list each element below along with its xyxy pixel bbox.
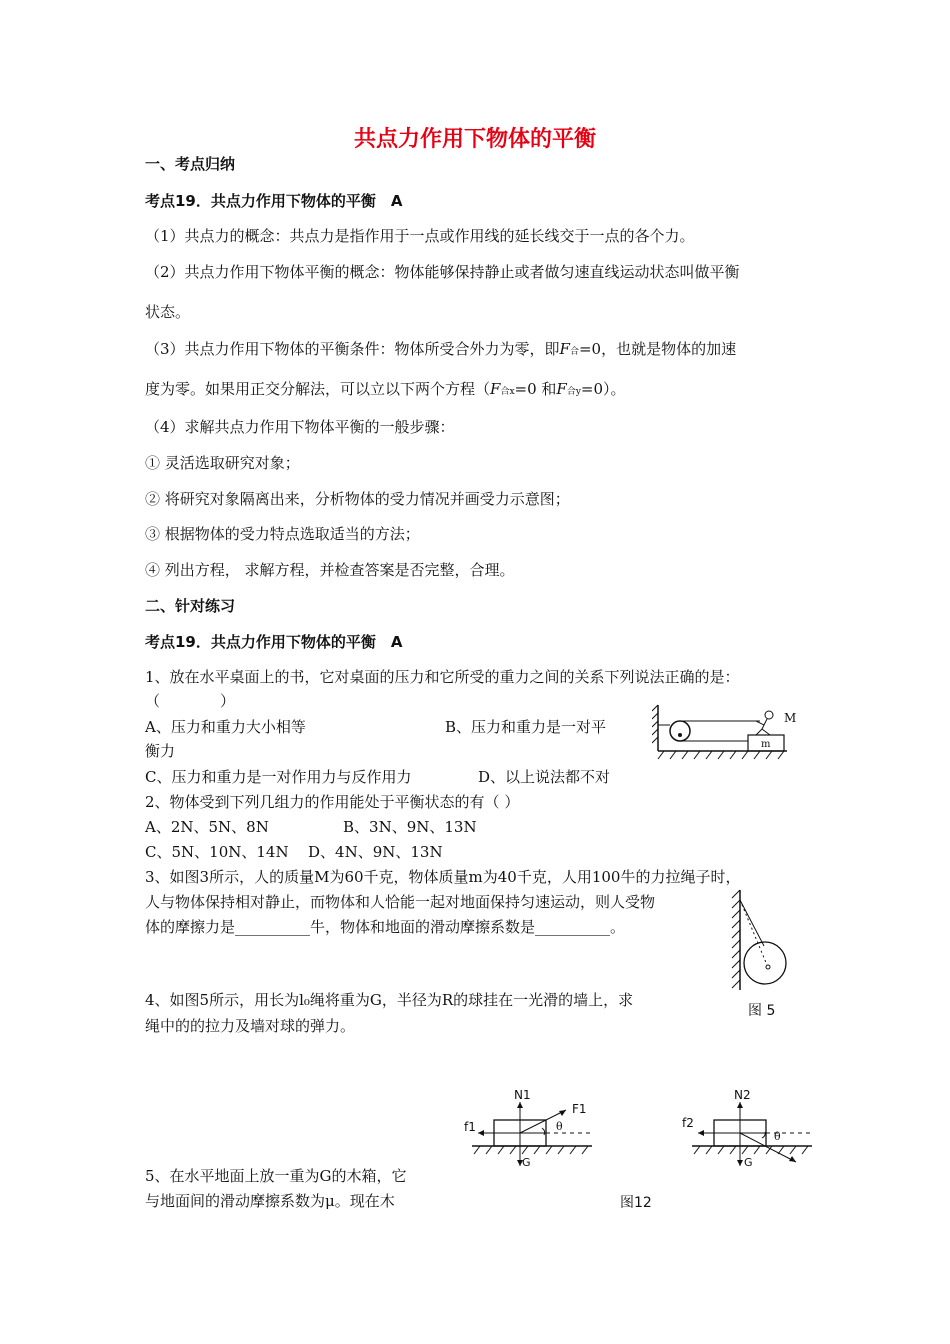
force-symbol: F bbox=[559, 340, 570, 358]
fig3-label-m: m bbox=[761, 739, 771, 750]
subscript-net: 合 bbox=[569, 347, 579, 357]
force-symbol-x: F bbox=[490, 380, 501, 398]
fig12-right-g: G bbox=[744, 1156, 753, 1169]
q4-line1: 4、如图5所示，用长为l₀绳将重为G，半径为R的球挂在一光滑的墙上，求 bbox=[145, 991, 634, 1009]
fig12-right-f: f2 bbox=[682, 1116, 694, 1130]
figure-5 bbox=[730, 888, 800, 1019]
step-3: ③ 根据物体的受力特点选取适当的方法； bbox=[145, 525, 420, 543]
item-2: （2）共点力作用下物体平衡的概念：物体能够保持静止或者做匀速直线运动状态叫做平衡 bbox=[145, 263, 740, 281]
fig12-left-g: G bbox=[522, 1156, 531, 1169]
q2-option-c: C、5N、10N、14N bbox=[145, 843, 289, 861]
item-1: （1）共点力的概念：共点力是指作用于一点或作用线的延长线交于一点的各个力。 bbox=[145, 227, 695, 245]
section2-heading: 二、针对练习 bbox=[145, 597, 236, 615]
q1-option-b: B、压力和重力是一对平 bbox=[445, 718, 607, 736]
q5-line2: 与地面间的滑动摩擦系数为μ。现在木 bbox=[145, 1192, 395, 1210]
figure-3 bbox=[652, 703, 812, 763]
force-symbol-y: F bbox=[556, 380, 567, 398]
q2-option-b: B、3N、9N、13N bbox=[343, 818, 477, 836]
q3-line1: 3、如图3所示，人的质量M为60千克，物体质量m为40千克，人用100牛的力拉绳子时， bbox=[145, 868, 741, 886]
q2-option-d: D、4N、9N、13N bbox=[308, 843, 443, 861]
item-2-cont: 状态。 bbox=[145, 303, 191, 321]
q3-line2: 人与物体保持相对静止，而物体和人恰能一起对地面保持匀速运动，则人受物 bbox=[145, 893, 656, 911]
q4-line2: 绳中的的拉力及墙对球的弹力。 bbox=[145, 1017, 356, 1035]
q1-option-c: C、压力和重力是一对作用力与反作用力 bbox=[145, 768, 412, 786]
item-3-end: =0）。 bbox=[580, 380, 626, 398]
section1-topic: 考点19．共点力作用下物体的平衡 A bbox=[145, 192, 403, 210]
q3-line3: 体的摩擦力是__________牛，物体和地面的滑动摩擦系数是__________。 bbox=[145, 918, 626, 936]
q2-option-a: A、2N、5N、8N bbox=[145, 818, 269, 836]
fig12-left-F: F1 bbox=[572, 1102, 587, 1116]
item-3-line2-prefix: 度为零。如果用正交分解法，可以立以下两个方程（ bbox=[145, 380, 491, 398]
fig12-right-n: N2 bbox=[734, 1088, 751, 1102]
item-3-mid: =0 和 bbox=[514, 380, 557, 398]
item-3-suffix: =0，也就是物体的加速 bbox=[578, 340, 737, 358]
fig5-caption: 图 5 bbox=[748, 1003, 776, 1019]
step-2: ② 将研究对象隔离出来，分析物体的受力情况并画受力示意图； bbox=[145, 490, 570, 508]
q1-stem: 1、放在水平桌面上的书，它对桌面的压力和它所受的重力之间的关系下列说法正确的是： bbox=[145, 668, 740, 686]
fig12-left-n: N1 bbox=[514, 1088, 531, 1102]
fig12-left-f: f1 bbox=[464, 1120, 476, 1134]
step-4: ④ 列出方程， 求解方程，并检查答案是否完整，合理。 bbox=[145, 561, 515, 579]
subscript-y: 合y bbox=[566, 387, 581, 397]
item-3 bbox=[145, 338, 736, 359]
fig3-label-M: M bbox=[784, 711, 797, 725]
fig12-caption: 图12 bbox=[620, 1195, 652, 1211]
item-3-cont bbox=[145, 378, 626, 399]
fig12-right-theta: θ bbox=[774, 1130, 781, 1143]
q1-option-a: A、压力和重力大小相等 bbox=[145, 718, 306, 736]
step-1: ① 灵活选取研究对象； bbox=[145, 454, 300, 472]
section1-heading: 一、考点归纳 bbox=[145, 155, 236, 173]
q1-option-d: D、以上说法都不对 bbox=[478, 768, 611, 786]
subscript-x: 合x bbox=[500, 387, 515, 397]
item-3-prefix: （3）共点力作用下物体的平衡条件：物体所受合外力为零，即 bbox=[145, 340, 560, 358]
q1-option-b-cont: 衡力 bbox=[145, 742, 176, 760]
q1-blank: （ ） bbox=[145, 692, 236, 710]
q2-stem: 2、物体受到下列几组力的作用能处于平衡状态的有（ ） bbox=[145, 793, 520, 811]
q5-line1: 5、在水平地面上放一重为G的木箱，它 bbox=[145, 1167, 407, 1185]
fig12-left-theta: θ bbox=[556, 1120, 563, 1133]
page-title: 共点力作用下物体的平衡 bbox=[353, 127, 596, 152]
figure-12 bbox=[462, 1088, 822, 1211]
section2-topic: 考点19．共点力作用下物体的平衡 A bbox=[145, 633, 403, 651]
item-4: （4）求解共点力作用下物体平衡的一般步骤： bbox=[145, 418, 455, 436]
